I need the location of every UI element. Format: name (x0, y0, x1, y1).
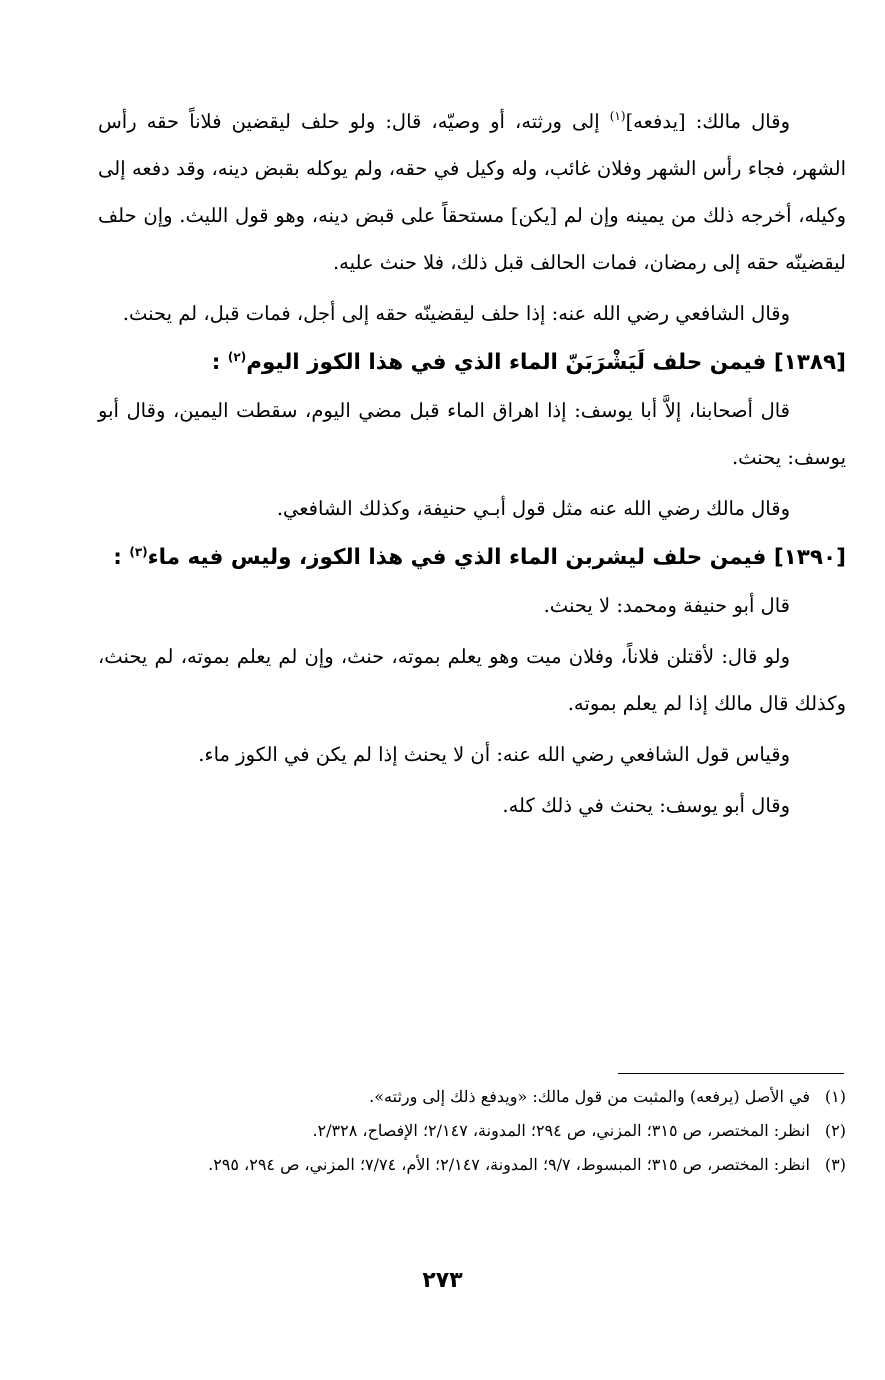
paragraph-4: وقال مالك رضي الله عنه مثل قول أبـي حنيفة، وكذلك الشافعي. (276, 497, 790, 520)
footnote-text: في الأصل (يرفعه) والمثبت من قول مالك: «ويدفع ذلك إلى ورثته». (369, 1087, 810, 1106)
paragraph-2: وقال الشافعي رضي الله عنه: إذا حلف ليقضينّه حقه إلى أجل، فمات قبل، لم يحنث. (122, 302, 790, 325)
section-number-1389: [١٣٨٩] (773, 350, 846, 375)
footnote-ref-2[interactable]: (٢) (227, 350, 247, 364)
page-body (98, 98, 846, 833)
page-number: ٢٧٣ (422, 1268, 463, 1293)
paragraph-1-start: وقال مالك: [يدفعه] (625, 110, 790, 133)
section-heading-1389-end: : (211, 350, 228, 375)
footnote-ref-3[interactable]: (٣) (129, 545, 148, 559)
footnote-1 (98, 1080, 846, 1114)
footnote-marker: (٢) (824, 1121, 846, 1140)
paragraph-1 (98, 98, 846, 286)
paragraph-7: وقياس قول الشافعي رضي الله عنه: أن لا يحنث إذا لم يكن في الكوز ماء. (198, 743, 790, 766)
footnote-separator (618, 1073, 844, 1074)
footnote-ref-1[interactable]: (١) (609, 109, 626, 123)
paragraph-6: ولو قال: لأقتلن فلاناً، وفلان ميت وهو يعلم بموته، حنث، وإن لم يعلم بموته، لم يحنث، وكذلك قال مالك إذا لم يعلم بموته. (98, 645, 846, 715)
section-heading-1390 (98, 536, 846, 580)
footnote-marker: (٣) (824, 1155, 846, 1174)
paragraph-5: قال أبو حنيفة ومحمد: لا يحنث. (543, 594, 790, 617)
paragraph-3: قال أصحابنا، إلاَّ أبا يوسف: إذا اهراق الماء قبل مضي اليوم، سقطت اليمين، وقال أبو يوسف: يحنث. (98, 399, 846, 469)
footnote-text: انظر: المختصر، ص ٣١٥؛ المزني، ص ٢٩٤؛ المدونة، ٢/١٤٧؛ الإفصاح، ٢/٣٢٨. (312, 1121, 810, 1140)
footnote-marker: (١) (824, 1087, 846, 1106)
footnote-3 (98, 1148, 846, 1182)
footnote-2 (98, 1114, 846, 1148)
section-heading-1390-end: : (113, 545, 130, 570)
section-title-1389: فيمن حلف لَيَشْرَبَنّ الماء الذي في هذا الكوز اليوم (246, 350, 774, 375)
footnotes (98, 1080, 846, 1182)
paragraph-8: وقال أبو يوسف: يحنث في ذلك كله. (502, 794, 790, 817)
section-heading-1389 (98, 341, 846, 385)
section-title-1390: فيمن حلف ليشربن الماء الذي في هذا الكوز، وليس فيه ماء (147, 545, 774, 570)
section-number-1390: [١٣٩٠] (773, 545, 846, 570)
footnote-text: انظر: المختصر، ص ٣١٥؛ المبسوط، ٩/٧؛ المدونة، ٢/١٤٧؛ الأم، ٧/٧٤؛ المزني، ص ٢٩٤، ٢٩٥. (208, 1155, 810, 1174)
paragraph-1-rest: إلى ورثته، أو وصيّه، قال: ولو حلف ليقضين فلاناً حقه رأس الشهر، فجاء رأس الشهر وفلان غائب، وله وكيل في حقه، ولم يوكله بقبض دينه، وقد دفعه إلى وكيله، أخرجه ذلك من يمينه وإن لم [يكن] مستحقاً على قبض دينه، وهو قول الليث. وإن حلف ليقضينّه حقه إلى رمضان، فمات الحالف قبل ذلك، فلا حنث عليه. (98, 110, 846, 274)
